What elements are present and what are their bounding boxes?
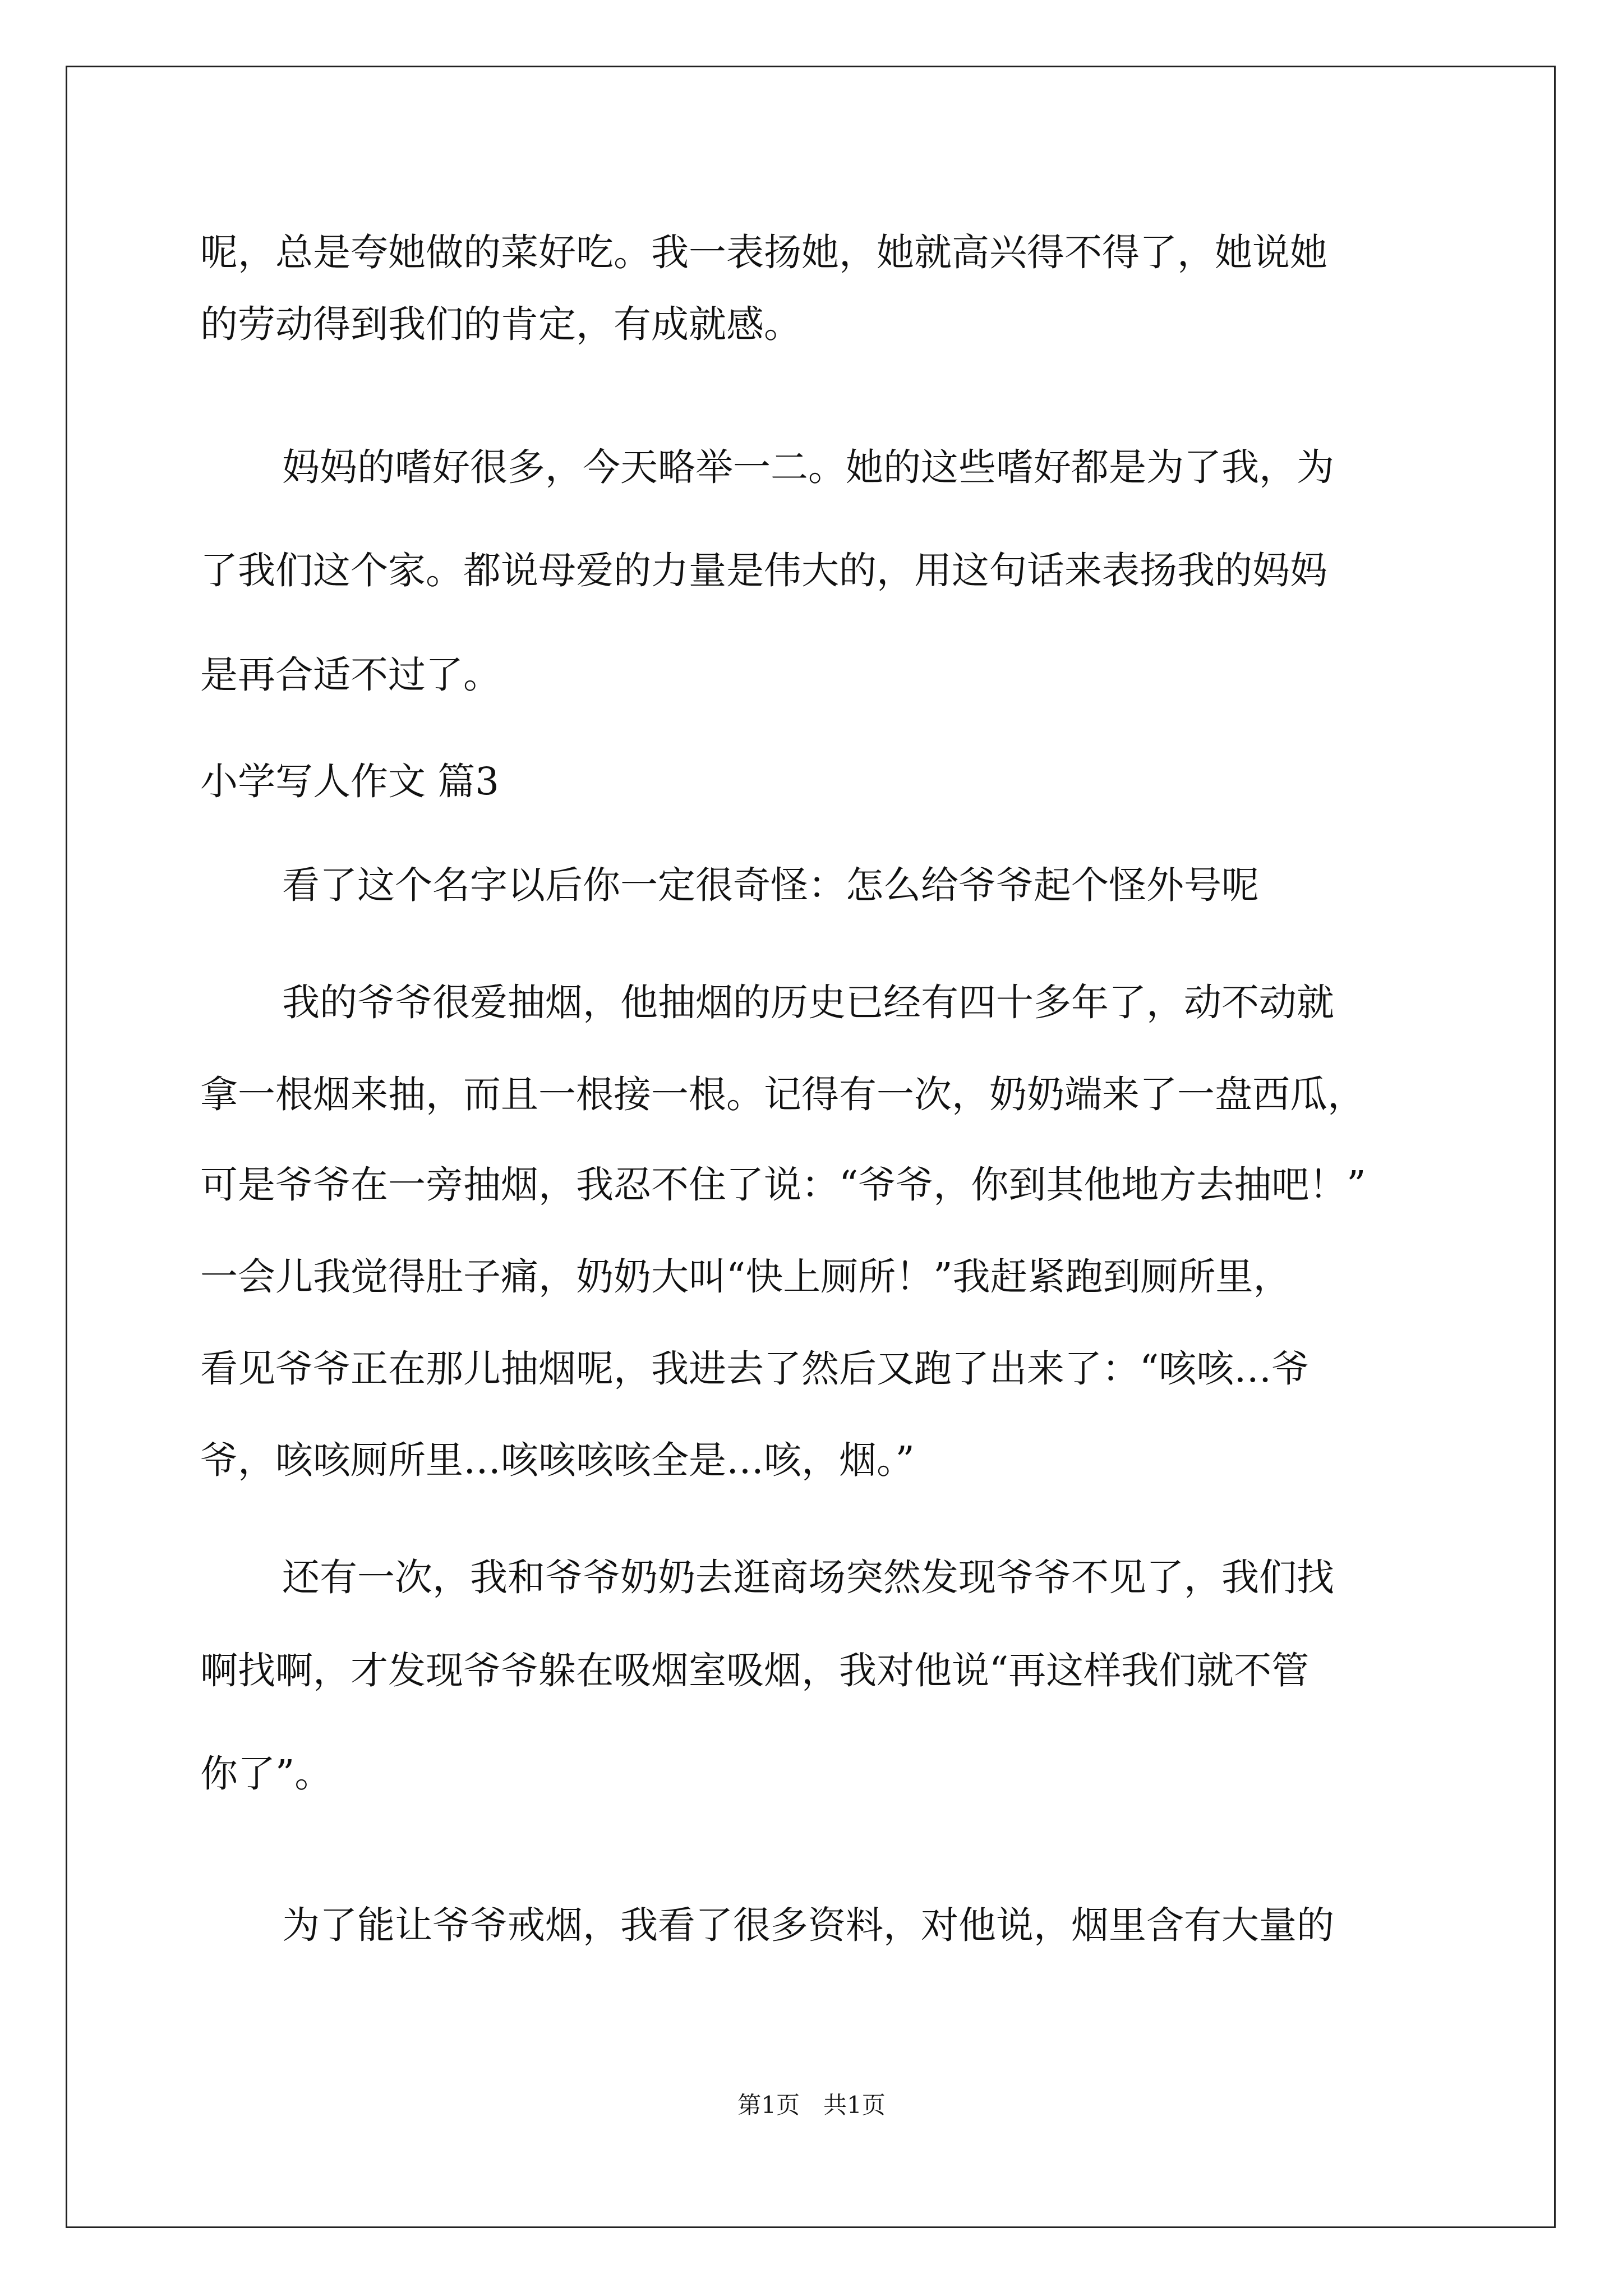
- text-line: 的劳动得到我们的肯定，有成就感。: [200, 302, 801, 346]
- text-line: 一会儿我觉得肚子痛，奶奶大叫“快上厕所！”我赶紧跑到厕所里，: [200, 1255, 1291, 1299]
- text-line: 看见爷爷正在那儿抽烟呢，我进去了然后又跑了出来了：“咳咳…爷: [200, 1347, 1310, 1391]
- text-line: 啊找啊，才发现爷爷躲在吸烟室吸烟，我对他说“再这样我们就不管: [200, 1649, 1310, 1692]
- text-line: 我的爷爷很爱抽烟，他抽烟的历史已经有四十多年了，动不动就: [282, 981, 1334, 1024]
- text-line: 妈妈的嗜好很多，今天略举一二。她的这些嗜好都是为了我，为: [282, 445, 1334, 489]
- text-line: 拿一根烟来抽，而且一根接一根。记得有一次，奶奶端来了一盘西瓜，: [200, 1073, 1365, 1116]
- text-line: 了我们这个家。都说母爱的力量是伟大的，用这句话来表扬我的妈妈: [200, 549, 1327, 592]
- text-line: 为了能让爷爷戒烟，我看了很多资料，对他说，烟里含有大量的: [282, 1903, 1334, 1947]
- text-line: 你了”。: [200, 1752, 333, 1796]
- text-line: 可是爷爷在一旁抽烟，我忍不住了说：“爷爷，你到其他地方去抽吧！”: [200, 1163, 1366, 1207]
- text-line: 是再合适不过了。: [200, 653, 501, 697]
- text-line: 呢，总是夸她做的菜好吃。我一表扬她，她就高兴得不得了，她说她: [200, 231, 1327, 274]
- section-heading: 小学写人作文 篇3: [200, 760, 499, 803]
- page-number-footer: 第1页 共1页: [737, 2091, 886, 2119]
- text-line: 爷，咳咳厕所里…咳咳咳咳全是…咳，烟。”: [200, 1438, 915, 1482]
- text-line: 还有一次，我和爷爷奶奶去逛商场突然发现爷爷不见了，我们找: [282, 1556, 1334, 1599]
- text-line: 看了这个名字以后你一定很奇怪：怎么给爷爷起个怪外号呢: [282, 863, 1259, 907]
